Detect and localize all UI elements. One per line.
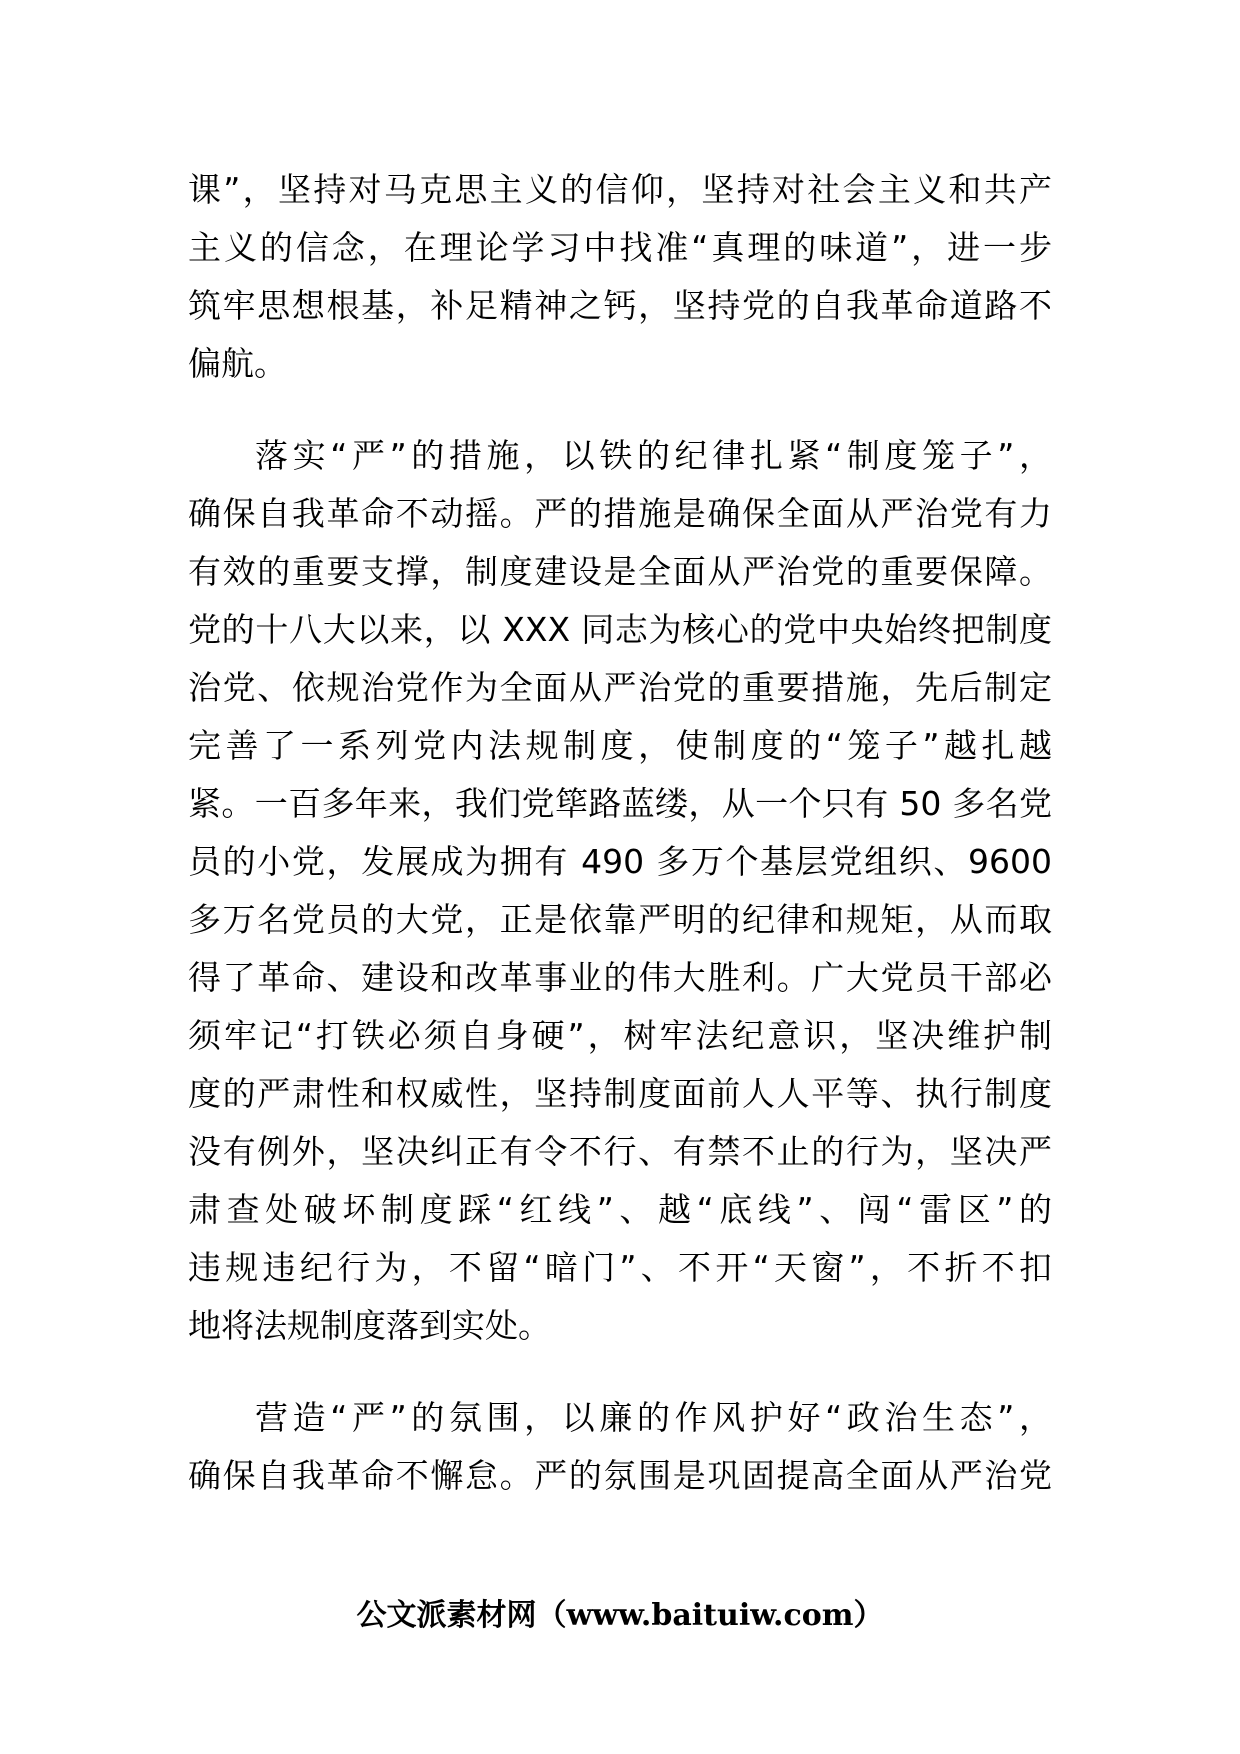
text-line: 度的严肃性和权威性，坚持制度面前人人平等、执行制度 <box>188 1074 1052 1113</box>
text-line: 筑牢思想根基，补足精神之钙，坚持党的自我革命道路不 <box>188 286 1052 325</box>
footer-watermark-text: 公文派素材网（www.baituiw.com） <box>356 1598 884 1633</box>
paragraph-heading-line: 营造“严”的氛围，以廉的作风护好“政治生态”， <box>255 1398 1052 1437</box>
text-line: 须牢记“打铁必须自身硬”，树牢法纪意识，坚决维护制 <box>188 1016 1052 1055</box>
text-line: 紧。一百多年来，我们党筚路蓝缕，从一个只有 50 多名党 <box>188 784 1052 823</box>
text-line: 确保自我革命不懈怠。严的氛围是巩固提高全面从严治党 <box>188 1456 1052 1495</box>
text-line: 确保自我革命不动摇。严的措施是确保全面从严治党有力 <box>188 494 1052 533</box>
text-line: 没有例外，坚决纠正有令不行、有禁不止的行为，坚决严 <box>188 1132 1052 1171</box>
text-line: 完善了一系列党内法规制度，使制度的“笼子”越扎越 <box>188 726 1052 765</box>
text-line: 多万名党员的大党，正是依靠严明的纪律和规矩，从而取 <box>188 900 1052 939</box>
text-line: 肃查处破坏制度踩“红线”、越“底线”、闯“雷区”的 <box>188 1190 1052 1229</box>
text-line: 地将法规制度落到实处。 <box>188 1306 551 1345</box>
text-line: 治党、依规治党作为全面从严治党的重要措施，先后制定 <box>188 668 1052 707</box>
text-line: 党的十八大以来，以 XXX 同志为核心的党中央始终把制度 <box>188 610 1052 649</box>
text-line: 有效的重要支撑，制度建设是全面从严治党的重要保障。 <box>188 552 1052 591</box>
text-line: 得了革命、建设和改革事业的伟大胜利。广大党员干部必 <box>188 958 1052 997</box>
paragraph-heading-line: 落实“严”的措施，以铁的纪律扎紧“制度笼子”， <box>255 436 1052 475</box>
text-line: 偏航。 <box>188 344 287 383</box>
text-line: 员的小党，发展成为拥有 490 多万个基层党组织、9600 <box>188 842 1052 881</box>
text-line: 违规违纪行为，不留“暗门”、不开“天窗”，不折不扣 <box>188 1248 1052 1287</box>
text-line: 主义的信念，在理论学习中找准“真理的味道”，进一步 <box>188 228 1052 267</box>
text-line: 课”，坚持对马克思主义的信仰，坚持对社会主义和共产 <box>188 170 1052 209</box>
